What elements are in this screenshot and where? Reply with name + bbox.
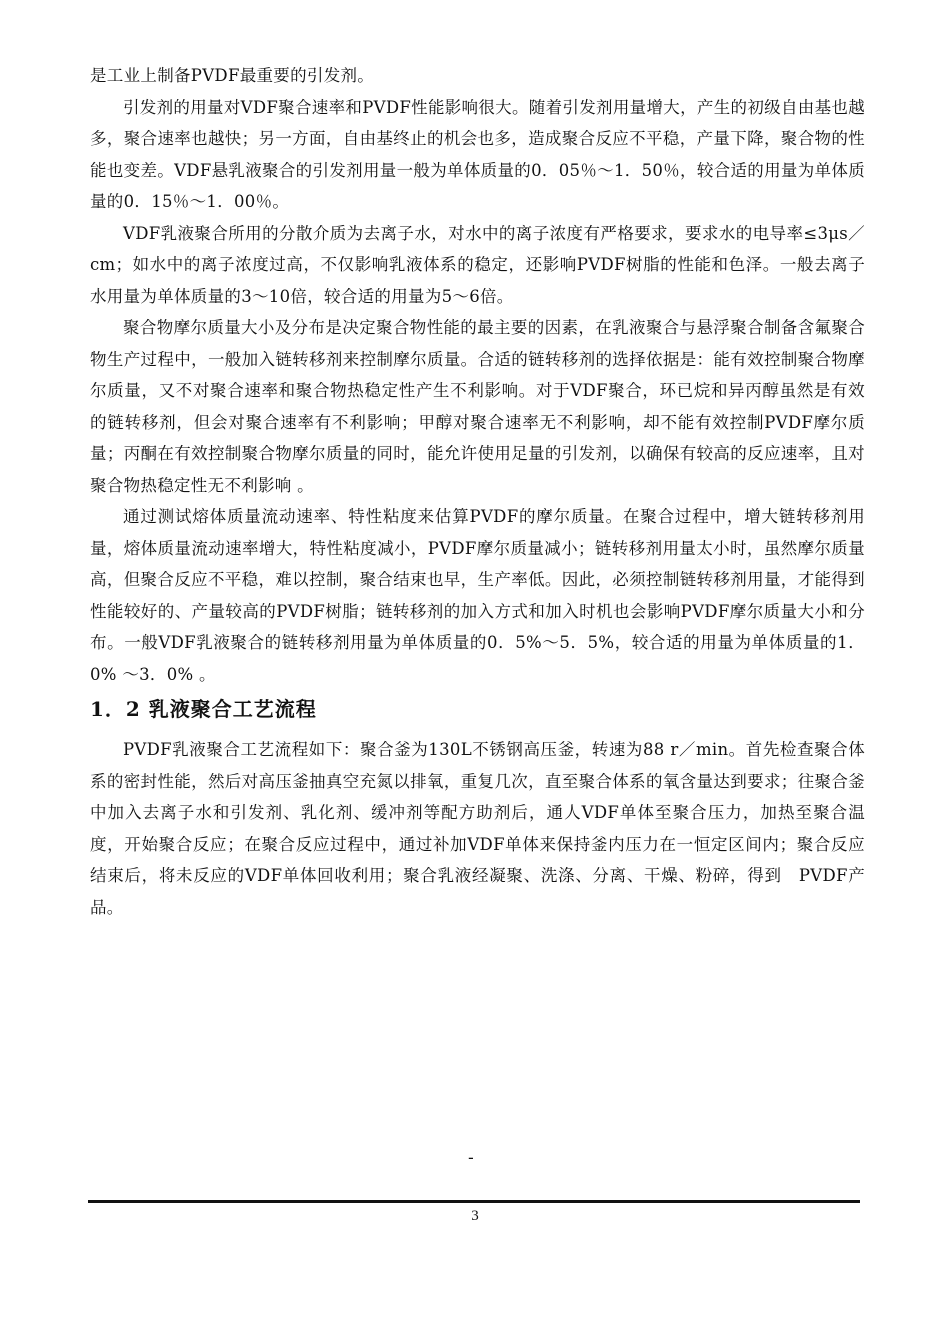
- page-number: 3: [471, 1208, 479, 1224]
- paragraph-process-flow: PVDF乳液聚合工艺流程如下：聚合釜为130L不锈钢高压釜，转速为88 r／min。首先检查聚合体系的密封性能，然后对高压釜抽真空充氮以排氧，重复几次，直至聚合体系的氧含量达到要求；往聚合釜中加入去离子水和引发剂、乳化剂、缓冲剂等配方助剂后，通人VDF单体至聚合压力，加热至聚合温度，开始聚合反应；在聚合反应过程中，通过补加VDF单体来保持釜内压力在一恒定区间内；聚合反应结束后，将未反应的VDF单体回收利用；聚合乳液经凝聚、洗涤、分离、干燥、粉碎，得到 PVDF产品。: [90, 740, 865, 917]
- document-body: [90, 60, 865, 923]
- paragraph-molar-mass: 聚合物摩尔质量大小及分布是决定聚合物性能的最主要的因素，在乳液聚合与悬浮聚合制备含氟聚合物生产过程中，一般加入链转移剂来控制摩尔质量。合适的链转移剂的选择依据是：能有效控制聚合物摩尔质量，又不对聚合速率和聚合物热稳定性产生不利影响。对于VDF聚合，环已烷和异丙醇虽然是有效的链转移剂，但会对聚合速率有不利影响；甲醇对聚合速率无不利影响，却不能有效控制PVDF摩尔质量；丙酮在有效控制聚合物摩尔质量的同时，能允许使用足量的引发剂，以确保有较高的反应速率，且对聚合物热稳定性无不利影响 。: [90, 318, 865, 495]
- paragraph-dispersion-medium: VDF乳液聚合所用的分散介质为去离子水，对水中的离子浓度有严格要求，要求水的电导率≤3μs／cm；如水中的离子浓度过高，不仅影响乳液体系的稳定，还影响PVDF树脂的性能和色泽。一般去离子水用量为单体质量的3～10倍，较合适的用量为5～6倍。: [90, 223, 865, 306]
- footer-dash: -: [468, 1148, 474, 1167]
- paragraph-initiator: 引发剂的用量对VDF聚合速率和PVDF性能影响很大。随着引发剂用量增大，产生的初级自由基也越多，聚合速率也越快；另一方面，自由基终止的机会也多，造成聚合反应不平稳，产量下降，聚合物的性能也变差。VDF悬乳液聚合的引发剂用量一般为单体质量的0．05％～1．50％，较合适的用量为单体质量的0．15％～1．00％。: [90, 97, 865, 211]
- section-heading: 1．2 乳液聚合工艺流程: [90, 697, 317, 721]
- footer-rule: [88, 1200, 860, 1203]
- paragraph-continuation: 是工业上制备PVDF最重要的引发剂。: [90, 66, 375, 85]
- paragraph-chain-transfer: 通过测试熔体质量流动速率、特性粘度来估算PVDF的摩尔质量。在聚合过程中，增大链转移剂用量，熔体质量流动速率增大，特性粘度减小，PVDF摩尔质量减小；链转移剂用量太小时，虽然摩尔质量高，但聚合反应不平稳，难以控制，聚合结束也早，生产率低。因此，必须控制链转移剂用量，才能得到性能较好的、产量较高的PVDF树脂；链转移剂的加入方式和加入时机也会影响PVDF摩尔质量大小和分布。一般VDF乳液聚合的链转移剂用量为单体质量的0．5%～5．5%，较合适的用量为单体质量的1．0% ～3．0% 。: [90, 507, 865, 684]
